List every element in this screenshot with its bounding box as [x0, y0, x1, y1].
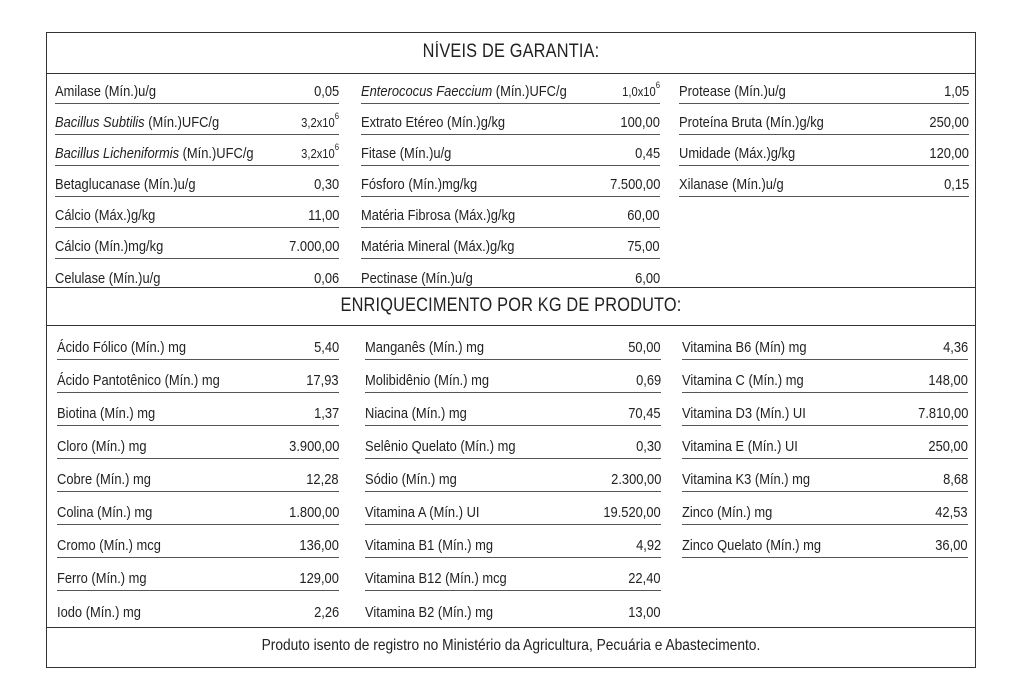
nutrient-label: Pectinase (Mín.)u/g: [361, 270, 473, 287]
nutrient-row: [365, 360, 661, 393]
nutrient-row: [57, 525, 339, 558]
nutrient-value: [295, 144, 339, 162]
nutrient-row: [365, 591, 661, 624]
nutrient-row: [361, 166, 660, 197]
nutrient-label: Fósforo (Mín.)mg/kg: [361, 176, 478, 193]
nutrient-label: Vitamina D3 (Mín.) UI: [682, 405, 806, 422]
nutrient-row: [57, 558, 339, 591]
nutrient-label: Vitamina B1 (Mín.) mg: [365, 537, 494, 554]
nutrient-label: Vitamina A (Mín.) UI: [365, 504, 480, 521]
nutrient-value: 2.300,00: [610, 471, 661, 488]
nutrient-value: 250,00: [928, 438, 968, 455]
nutrient-row: [682, 360, 968, 393]
nutrient-row: [361, 135, 660, 166]
nutrient-row: [55, 104, 339, 135]
nutrient-value: 60,00: [627, 207, 660, 224]
nutrient-value: 11,00: [307, 207, 339, 224]
nutrient-value: 0,69: [635, 372, 661, 389]
nutrient-row: [55, 166, 339, 197]
nutrient-value: 50,00: [628, 339, 661, 356]
nutrient-value: 1,05: [943, 83, 969, 100]
nutrient-value: 0,30: [313, 176, 339, 193]
nutrient-value: 17,93: [306, 372, 339, 389]
nutrient-row: [679, 166, 969, 197]
nutrient-label: Betaglucanase (Mín.)u/g: [55, 176, 196, 193]
nutrient-label: Matéria Mineral (Máx.)g/kg: [361, 238, 515, 255]
nutrient-label: Cobre (Mín.) mg: [57, 471, 151, 488]
nutrient-row: [679, 104, 969, 135]
nutrient-row: [679, 135, 969, 166]
nutrient-row: [682, 459, 968, 492]
nutrient-value: 42,53: [935, 504, 968, 521]
nutrient-row: [361, 228, 660, 259]
divider: [47, 287, 975, 288]
nutrient-value: 4,36: [942, 339, 968, 356]
nutrient-value: 136,00: [299, 537, 339, 554]
nutrient-value: 7.810,00: [917, 405, 968, 422]
nutrient-value: 0,15: [943, 176, 969, 193]
nutrient-label: Vitamina K3 (Mín.) mg: [682, 471, 811, 488]
nutrient-label: Vitamina E (Mín.) UI: [682, 438, 798, 455]
nutrient-row: [682, 525, 968, 558]
nutrient-value: 6,00: [634, 270, 660, 287]
nutrient-value: 250,00: [929, 114, 969, 131]
nutrient-label: Cálcio (Mín.)mg/kg: [55, 238, 164, 255]
nutrient-row: [55, 259, 339, 290]
nutrient-value: 3.900,00: [288, 438, 339, 455]
nutrient-value: 7.500,00: [609, 176, 660, 193]
nutrient-row: [365, 327, 661, 360]
nutrient-row: [365, 459, 661, 492]
nutrient-row: [365, 426, 661, 459]
nutrient-value: 0,45: [634, 145, 660, 162]
nutrient-value: 5,40: [313, 339, 339, 356]
nutrient-value: 100,00: [620, 114, 660, 131]
value-exponent: 6: [334, 111, 339, 121]
organism-name: Bacillus Licheniformis: [55, 145, 180, 162]
nutrient-label: Cloro (Mín.) mg: [57, 438, 147, 455]
nutrient-value: 12,28: [306, 471, 339, 488]
nutrient-value: [616, 82, 660, 100]
nutrient-value: 19.520,00: [603, 504, 661, 521]
nutrient-row: [55, 73, 339, 104]
nutrient-row: [365, 558, 661, 591]
nutrient-value: 0,06: [313, 270, 339, 287]
nutrient-value: 36,00: [935, 537, 968, 554]
organism-name: Bacillus Subtilis: [55, 114, 145, 131]
nutrient-row: [57, 426, 339, 459]
nutrient-label: Zinco Quelato (Mín.) mg: [682, 537, 822, 554]
nutrient-value: 0,30: [635, 438, 661, 455]
nutrient-row: [365, 492, 661, 525]
nutrient-label: Selênio Quelato (Mín.) mg: [365, 438, 516, 455]
nutrient-label: [361, 83, 600, 100]
nutrient-row: [57, 492, 339, 525]
nutrient-label: Vitamina B2 (Mín.) mg: [365, 604, 494, 621]
nutrient-label: Vitamina C (Mín.) mg: [682, 372, 804, 389]
nutrient-row: [682, 426, 968, 459]
nutrient-row: [57, 459, 339, 492]
nutrient-row: [57, 327, 339, 360]
organism-name: Enterococus Faeccium: [361, 83, 493, 100]
value-exponent: 6: [334, 142, 339, 152]
nutrient-value: 75,00: [627, 238, 660, 255]
nutrient-value: 22,40: [628, 570, 661, 587]
nutrient-label: Iodo (Mín.) mg: [57, 604, 141, 621]
nutrient-label: Sódio (Mín.) mg: [365, 471, 457, 488]
nutrient-label: Ácido Fólico (Mín.) mg: [57, 339, 187, 356]
nutrient-label: [55, 145, 286, 162]
nutrient-value: 120,00: [929, 145, 969, 162]
garantia-title: NÍVEIS DE GARANTIA:: [422, 41, 600, 62]
nutrient-row: [57, 360, 339, 393]
nutrient-row: [361, 104, 660, 135]
nutrition-label-frame: [46, 32, 976, 668]
footer-note: [47, 637, 975, 655]
nutrient-label: Ácido Pantotênico (Mín.) mg: [57, 372, 220, 389]
nutrient-row: [55, 197, 339, 228]
footer-text: Produto isento de registro no Ministério da Agricultura, Pecuária e Abastecimento.: [261, 637, 761, 654]
nutrient-value: 7.000,00: [288, 238, 339, 255]
nutrient-label: Vitamina B12 (Mín.) mcg: [365, 570, 507, 587]
nutrient-label: [55, 114, 246, 131]
value-base: 3,2x10: [301, 115, 335, 130]
nutrient-label: Biotina (Mín.) mg: [57, 405, 156, 422]
divider: [47, 627, 975, 628]
nutrient-row: [365, 525, 661, 558]
nutrient-value: 13,00: [628, 604, 661, 621]
enriquecimento-title: ENRIQUECIMENTO POR KG DE PRODUTO:: [340, 295, 682, 316]
nutrient-label: Amilase (Mín.)u/g: [55, 83, 157, 100]
nutrient-row: [679, 73, 969, 104]
nutrient-label: Manganês (Mín.) mg: [365, 339, 485, 356]
nutrient-row: [57, 393, 339, 426]
nutrient-label: Proteína Bruta (Mín.)g/kg: [679, 114, 824, 131]
nutrient-unit: (Mín.)UFC/g: [179, 145, 254, 162]
nutrient-value: 70,45: [628, 405, 661, 422]
nutrient-value: 4,92: [635, 537, 661, 554]
nutrient-value: 148,00: [928, 372, 968, 389]
nutrient-row: [682, 492, 968, 525]
nutrient-unit: (Mín.)UFC/g: [144, 114, 220, 131]
nutrient-row: [361, 259, 660, 290]
nutrient-row: [57, 591, 339, 624]
nutrient-row: [682, 327, 968, 360]
nutrient-row: [55, 135, 339, 166]
nutrient-label: Zinco (Mín.) mg: [682, 504, 773, 521]
nutrient-label: Fitase (Mín.)u/g: [361, 145, 452, 162]
nutrient-label: Extrato Etéreo (Mín.)g/kg: [361, 114, 506, 131]
nutrient-label: Ferro (Mín.) mg: [57, 570, 147, 587]
nutrient-label: Umidade (Máx.)g/kg: [679, 145, 796, 162]
nutrient-value: 2,26: [313, 604, 339, 621]
nutrient-label: Molibidênio (Mín.) mg: [365, 372, 490, 389]
nutrient-label: Cálcio (Máx.)g/kg: [55, 207, 156, 224]
nutrient-label: Cromo (Mín.) mcg: [57, 537, 161, 554]
nutrient-row: [365, 393, 661, 426]
nutrient-label: Colina (Mín.) mg: [57, 504, 153, 521]
nutrient-label: Vitamina B6 (Mín) mg: [682, 339, 807, 356]
nutrient-value: 129,00: [299, 570, 339, 587]
nutrient-row: [361, 197, 660, 228]
nutrient-value: 1,37: [313, 405, 339, 422]
nutrient-value: 8,68: [942, 471, 968, 488]
value-base: 1,0x10: [622, 84, 656, 99]
nutrient-label: Protease (Mín.)u/g: [679, 83, 786, 100]
nutrient-row: [55, 228, 339, 259]
nutrient-row: [682, 393, 968, 426]
nutrient-label: Xilanase (Mín.)u/g: [679, 176, 784, 193]
nutrient-unit: (Mín.)UFC/g: [492, 83, 567, 100]
value-base: 3,2x10: [301, 146, 335, 161]
value-exponent: 6: [655, 80, 660, 90]
nutrient-label: Celulase (Mín.)u/g: [55, 270, 161, 287]
divider: [47, 325, 975, 326]
nutrient-value: 1.800,00: [288, 504, 339, 521]
nutrient-row: [361, 73, 660, 104]
nutrient-value: [295, 113, 339, 131]
nutrient-label: Matéria Fibrosa (Máx.)g/kg: [361, 207, 516, 224]
nutrient-value: 0,05: [313, 83, 339, 100]
nutrient-label: Niacina (Mín.) mg: [365, 405, 467, 422]
